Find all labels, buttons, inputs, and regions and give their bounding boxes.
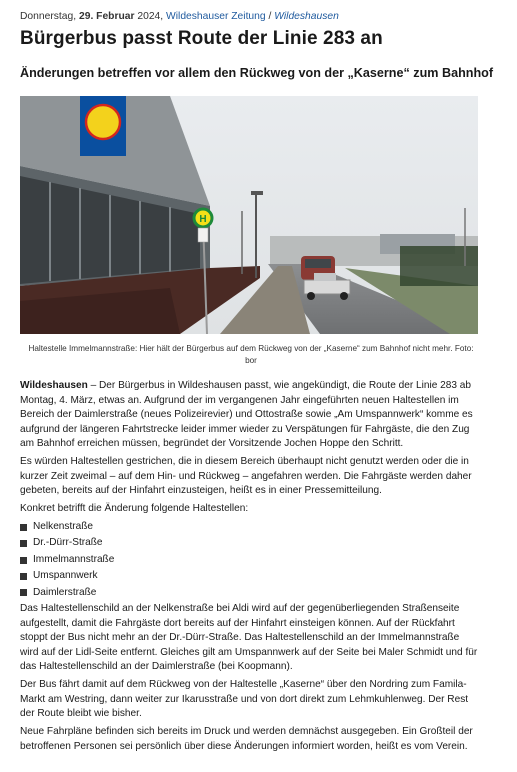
square-bullet-icon [20, 557, 27, 564]
section-link[interactable]: Wildeshausen [274, 11, 339, 22]
square-bullet-icon [20, 540, 27, 547]
list-item [20, 520, 480, 534]
lead-paragraph [20, 379, 480, 452]
photo-bus-stop-sign-letter: H [199, 214, 207, 225]
list-item [20, 537, 480, 551]
article-body [20, 379, 480, 758]
stop-name: Daimlerstraße [33, 586, 97, 598]
list-item [20, 569, 480, 583]
date-year: 2024, [137, 11, 164, 22]
stops-list [20, 520, 480, 600]
lead-place: Wildeshausen [20, 380, 88, 391]
paragraph-5: Der Bus fährt damit auf dem Rückweg von der Haltestelle „Kaserne“ über den Nordring zum Famila-Markt am Westring, dann weiter zur Ikarusstraße und von dort direkt zum Lehmkuhlenweg. Der Rest der Route bleibt wie bisher. [20, 679, 469, 720]
stop-name: Immelmannstraße [33, 553, 115, 565]
paragraph-3: Konkret betrifft die Änderung folgende Haltestellen: [20, 503, 249, 515]
subheadline: Änderungen betreffen vor allem den Rückweg von der „Kaserne“ zum Bahnhof [20, 66, 494, 80]
paragraph-2: Es würden Haltestellen gestrichen, die in diesem Bereich überhaupt nicht genutzt werden oder die in kurzer Zeit zweimal – auf dem Hin- und Rückweg – angefahren werden. Die Fahrgäste werden daher gebeten, bereits auf der Hinfahrt einzusteigen, heißt es in einer Pressemitteilung. [20, 456, 472, 497]
paragraph-6: Neue Fahrpläne befinden sich bereits im Druck und werden demnächst ausgegeben. Ein Großteil der betroffenen Personen sei persönlich über diese Änderungen informiert worden, heißt es vom Verein. [20, 726, 473, 752]
meta-separator: / [268, 11, 272, 22]
article-meta [20, 11, 339, 22]
stop-name: Nelkenstraße [33, 521, 94, 533]
date-day: 29. Februar [78, 11, 135, 22]
photo-bus-stop-timetable [198, 228, 208, 242]
list-item [20, 553, 480, 567]
lead-text: – Der Bürgerbus in Wildeshausen passt, wie angekündigt, die Route der Linie 283 ab Montag, 4. März, etwas an. Aufgrund der im vergangenen Jahr eingeführten neuen Haltestellen im Bereich der Daimlerstraße (neues Polizeirevier) und Ottostraße sowie „Am Umspannwerk“ komme es aufgrund der längeren Fahrtstrecke leider immer wieder zu Verspätungen für Fahrgäste, die den Zug am Bahnhof erreichen müssen, begründet der Vorsitzende Jochen Hoppe den Schritt. [20, 380, 473, 449]
square-bullet-icon [20, 524, 27, 531]
photo-fence [400, 246, 478, 286]
list-item [20, 586, 480, 600]
photo-caption: Haltestelle Immelmannstraße: Hier hält der Bürgerbus auf dem Rückweg von der „Kaserne“ zum Bahnhof nicht mehr. Foto: bor [28, 344, 474, 365]
date-prefix: Donnerstag, [20, 11, 77, 22]
source-link[interactable]: Wildeshauser Zeitung [166, 11, 266, 22]
paragraph-4: Das Haltestellenschild an der Nelkenstraße bei Aldi wird auf der gegenüberliegenden Straßenseite aufgestellt, damit die Fahrgäste dort bereits auf der Hinfahrt einsteigen können. Auf der Rückfahrt stoppt der Bus nicht mehr an der Dr.-Dürr-Straße. Das Haltestellenschild an der Immelmannstraße wird auf der Lidl-Seite entfernt. Gleiches gilt am Umspannwerk auf der Seite bei Maler Schmidt und für das Haltestellenschild an der Daimlerstraße (bei Koopmann). [20, 603, 478, 673]
headline: Bürgerbus passt Route der Linie 283 an [20, 28, 383, 49]
article-photo [20, 96, 478, 334]
stop-name: Umspannwerk [33, 570, 98, 582]
square-bullet-icon [20, 589, 27, 596]
photo-streetlight-head [251, 191, 263, 195]
stop-name: Dr.-Dürr-Straße [33, 537, 103, 549]
square-bullet-icon [20, 573, 27, 580]
